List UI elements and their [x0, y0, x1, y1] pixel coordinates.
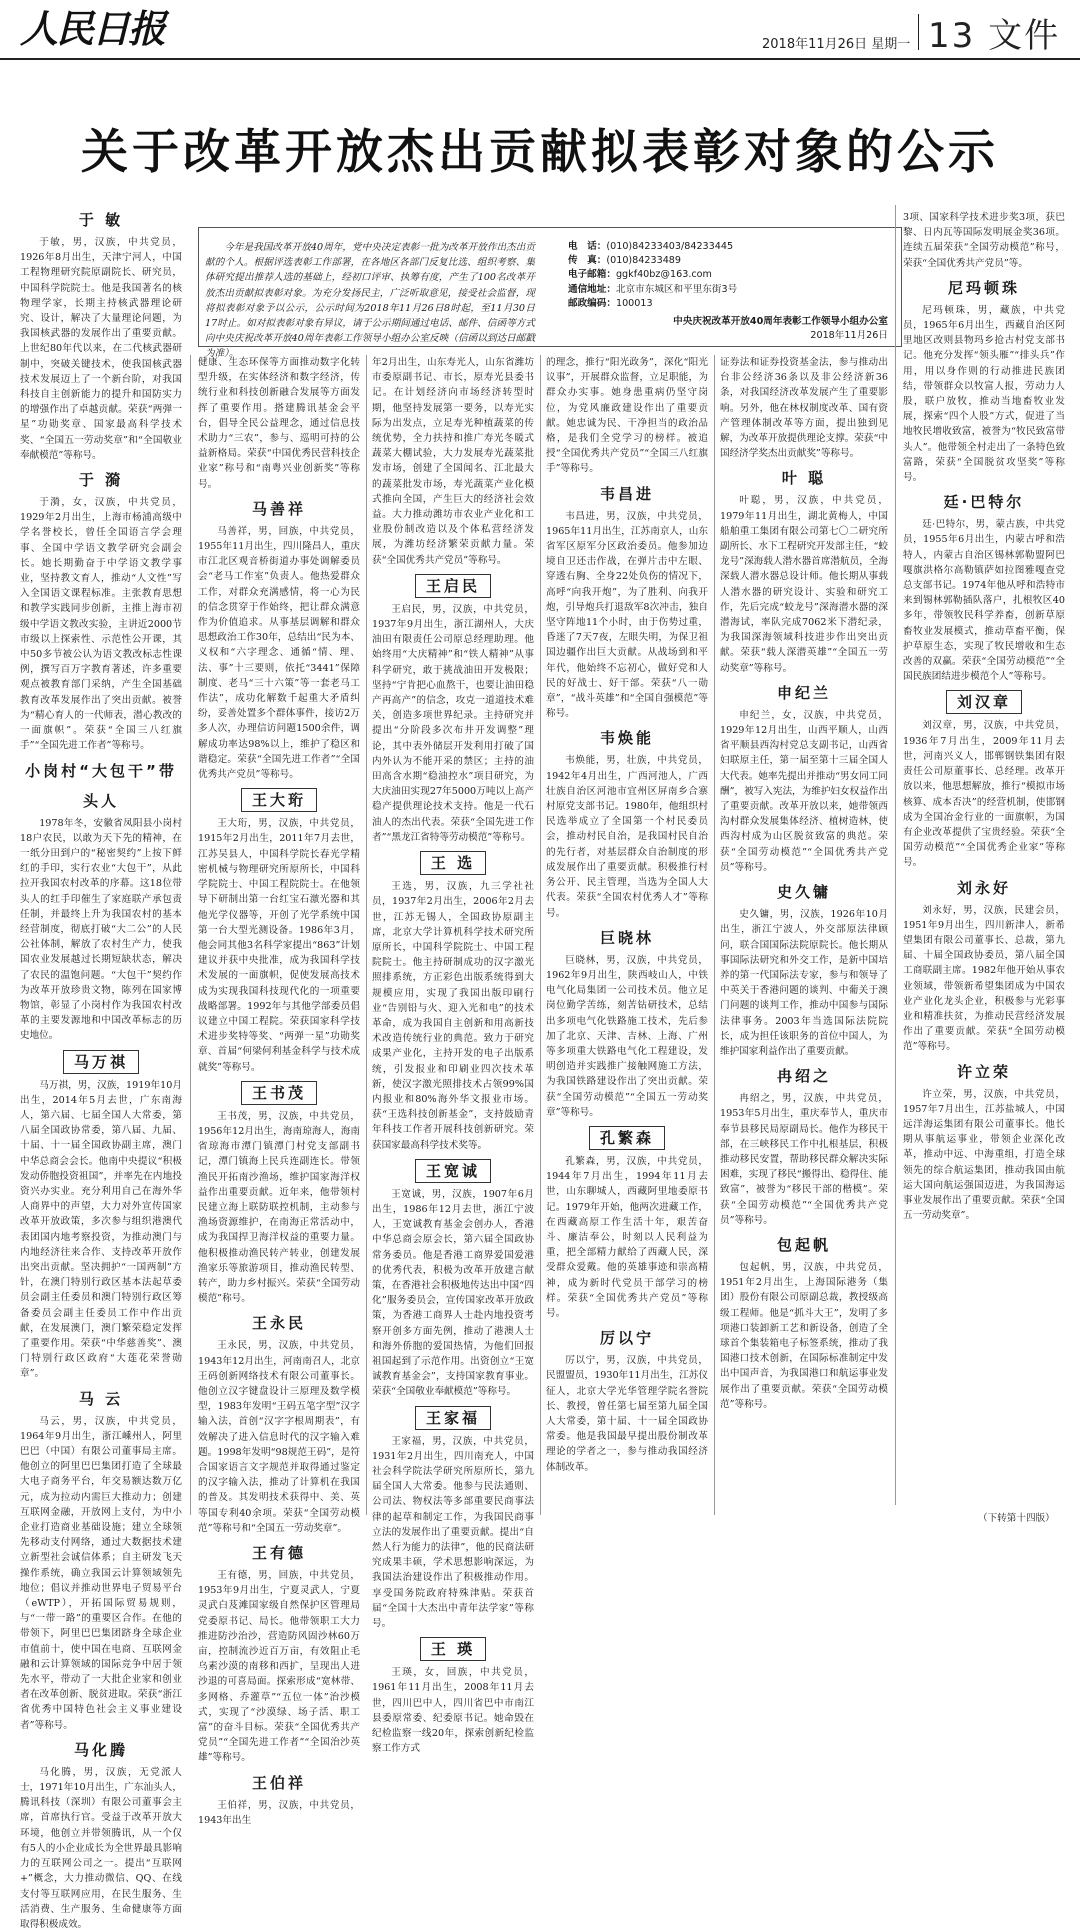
honoree-name: 马化腾: [73, 1740, 128, 1759]
honoree-bio: 健康、生态环保等方面推动数字化转型升级，在实体经济和数字经济，传统行业和科技创新融合发展等方面发挥了重要作用。搭建腾讯基金会平台，倡导全民公益理念，通过信息技术助力“三农”，参与、巡明可持的公益新格局。荣获“中国优秀民营科技企业家”称号和“南粤兴业创新奖”等称号。: [198, 357, 360, 490]
honoree-name: 王书茂: [198, 1077, 360, 1109]
contact-email: 电子邮箱：ggkf40bz@163.com: [568, 269, 712, 281]
notice-date: 2018年11月26日: [810, 330, 888, 342]
honoree-name: 小岗村“大包干”带头人: [25, 761, 177, 810]
column-rule: [714, 355, 715, 1515]
honoree-bio: 廷·巴特尔，男，蒙古族，中共党员，1955年6月出生，内蒙古呼和浩特人，内蒙古自治区锡林郭勒盟阿巴嘎旗洪格尔高勒镇萨如拉图雅嘎查党总支部书记。1974年他从呼和浩特市来到锡林郭勒插队落户，扎根牧区40多年，带领牧民科学养畜，创新草原畜牧业发展模式，推动草畜平衡，保护草原生态，实现了牧民增收和生态改善的双赢。荣获“全国劳动模范”“全国民族团结进步模范个人”等称号。: [903, 519, 1065, 683]
honoree-bio: 王瑛，女，回族，中共党员，1961年11月出生，2008年11月去世，四川巴中人，四川省巴中市南江县委原常委、纪委原书记。她命毁在纪检监察一线20年，探索创新纪检监察工作方式: [372, 1667, 534, 1755]
honoree-name: 于 漪: [78, 471, 124, 490]
honoree-bio: 王有德，男，回族，中共党员，1953年9月出生，宁夏灵武人，宁夏灵武白芨滩国家级自然保护区管理局党委原书记、局长。他带领职工大力推进防沙治沙，营造防风固沙林60万亩，控制流沙近百万亩，有效阻止毛乌素沙漠的南移和西扩，呈现出人进沙退的可喜局面。探索形成“宽林带、多网格、乔灌草”“五位一体”治沙模式，实现了“沙漠绿、场子活、职工富”的奋斗目标。荣获“全国优秀共产党员”“全国先进工作者”“全国治沙英雄”等称号。: [198, 1570, 360, 1764]
page-section: 13 文件: [928, 16, 1061, 56]
honoree-bio: 于漪，女，汉族，中共党员，1929年2月出生，上海市杨浦高级中学名誉校长，曾任全国语言学会理事、全国中学语文教学研究会副会长。她长期勤奋于中学语文教学事业，坚持教文育人，推动“人文性”写入全国语文课程标准。主张教育思想和教学实践同步创新，主推上海市初级中学语文教改实验，主讲近2000节市级以上探索性、示范性公开课，其中50多节被公认为语文教改标志性课例，撰写百万字教育著述，许多重要观点被教育部门采纳，产生全国基础教育改革发展作出了突出贡献。被誉为“精心育人的一代师表，潜心教改的一面旗帜”。荣获“全国三八红旗手”“全国先进工作者”等称号。: [20, 497, 182, 752]
honoree-bio: 韦焕能，男，壮族，中共党员，1942年4月出生，广西河池人，广西壮族自治区河池市宜州区屏南乡合寨村原党支部书记。1980年，他组织村民选举成立了全国第一个村民委员会，推动村民自治，是我国村民自治的先行者，对基层群众自治制度的形成发展作出了重要贡献。积极推行村务公开、民主管理，当选为全国人大代表。荣获“全国农村优秀人才”等称号。: [546, 755, 708, 919]
honoree-name: 于 敏: [78, 211, 124, 229]
text-column: [372, 355, 534, 1755]
honoree-name: 史久镛: [776, 883, 831, 902]
honoree-bio: 王宽诚，男，汉族，1907年6月出生，1986年12月去世，浙江宁波人，王宽诚教育基金会创办人，香港中华总商会原会长，第六届全国政协常务委员。他是香港工商界爱国爱港的优秀代表，积极为改革开放建言献策，在香港社会积极地传达出中国“四化”服务委员会，宣传国家改革开放政策，为香港工商界人士赴内地投资考察开创多方面先例，推动了港澳人士和海外侨胞的爱国热情，为他们回报祖国起到了示范作用。出资创立“王宽诚教育基金会”，支持国家教育事业。荣获“全国敬业奉献模范”等称号。: [372, 1188, 534, 1398]
notice-signature: 中央庆祝改革开放40周年表彰工作领导小组办公室: [673, 316, 888, 328]
honoree-name: 许立荣: [956, 1062, 1011, 1081]
contact-phone: 电 话：(010)84233403/84233445: [568, 241, 734, 252]
honoree-bio: 冉绍之，男，汉族，中共党员，1953年5月出生，重庆奉节人，重庆市奉节县移民局原副局长。他作为移民干部，在三峡移民工作中扎根基层，积极推动移民安置，帮助移民群众解决实际困难，实现了移民“搬得出、稳得住、能致富”，被誉为“移民干部的楷模”。荣获“全国劳动模范”“全国优秀共产党员”等称号。: [720, 1093, 888, 1226]
honoree-bio: 包起帆，男，汉族，中共党员，1951年2月出生，上海国际港务（集团）股份有限公司原副总裁，教授级高级工程师。他是“抓斗大王”，发明了多项港口装卸新工艺和新设备，创造了全球首个集装箱电子标签系统，推动了我国港口技术创新，在国际标准制定中发出中国声音，为我国港口和航运事业发展作出了重要贡献。荣获“全国劳动模范”等称号。: [720, 1261, 888, 1410]
honoree-name: 廷·巴特尔: [943, 493, 1025, 512]
honoree-name: 王启民: [372, 570, 534, 602]
text-column: [20, 205, 182, 1930]
honoree-name: 包起帆: [776, 1235, 831, 1254]
honoree-bio: 1978年冬，安徽省凤阳县小岗村18户农民，以敢为天下先的精神，在一纸分田到户的“秘密契约”上按下鲜红的手印，实行农业“大包干”，从此拉开我国农村改革的序幕。这18位带头人的红手印催生了家庭联产承包责任制，并最终上升为我国农村的基本经营制度，彻底打破“大二公”的人民公社体制，解放了农村生产力，使我国农业发展越过长期短缺状态，解决了农民的温饱问题。“大包干”契约作为改革开放珍贵文物，陈列在国家博物馆，彰显了小岗村作为我国农村改革的主要发源地和中国改革标志的历史地位。: [20, 817, 182, 1042]
honoree-name: 王 选: [372, 847, 534, 879]
honoree-name: 马万祺: [20, 1046, 182, 1078]
honoree-name: 王有德: [251, 1544, 306, 1563]
text-column: [720, 355, 888, 1520]
column-rule: [540, 355, 541, 1515]
honoree-bio: 刘汉章，男，汉族，中共党员，1936年7月出生，2009年11月去世，河南兴义人，邯郸钢铁集团有限责任公司原董事长、总经理。改革开放以来，他思想解放，推行“模拟市场核算、成本否决”的经营机制，使邯钢成为全国冶金行业的一面旗帜，为国有企业改革提供了宝贵经验。荣获“全国劳动模范”“全国优秀企业家”等称号。: [903, 720, 1065, 869]
honoree-bio: 刘永好，男，汉族，民建会员，1951年9月出生，四川新津人，新希望集团有限公司董事长、总裁，第九届、十届全国政协委员，第八届全国工商联副主席。1982年他开始从事农业领域，带领新希望集团成为中国农业产业化龙头企业，积极参与光彩事业和精准扶贫，为推动民营经济发展作出了重要贡献。荣获“全国劳动模范”等称号。: [903, 904, 1065, 1053]
continued-note: （下转第十四版）: [978, 1513, 1055, 1524]
honoree-bio: 王家福，男，汉族，中共党员，1931年2月出生，四川南充人，中国社会科学院法学研究所原所长，第九届全国人大常委。他参与民法通则、公司法、物权法等多部重要民商事法律的起草和制定工作，为我国民商事立法的发展作出了重要贡献。提出“自然人行为能力的法律”，他的民商法研究成果丰硕，学术思想影响深远，为我国法治建设作出了积极推动作用。享受国务院政府特殊津贴。荣获首届“全国十大杰出中青年法学家”等称号。: [372, 1435, 534, 1630]
column-rule: [190, 355, 191, 1515]
contact-info: [568, 240, 888, 343]
honoree-name: 韦昌进: [599, 484, 654, 503]
page-title: 关于改革开放杰出贡献拟表彰对象的公示: [81, 125, 999, 180]
honoree-bio: 的理念，推行“阳光政务”，深化“阳光议事”，开展群众监督，立足职能，为群众办实事。她身患重病仍坚守岗位，为党风廉政建设作出了重要贡献。她忠诚为民、干净担当的政治品格，是我们全党学习的榜样。被追授“全国优秀共产党员”“全国三八红旗手”等称号。: [546, 357, 708, 475]
notice-intro: [205, 240, 535, 362]
honoree-name: 马善祥: [251, 499, 306, 518]
contact-fax: 传 真：(010)84233489: [568, 255, 682, 267]
notice-intro-text: 今年是我国改革开放40周年，党中央决定表彰一批为改革开放作出杰出贡献的个人。根据评选表彰工作部署，在各地区各部门反复比选、组织考察、集体研究提出推荐人选的基础上，经初口评审、执筹有度，产生了100名改革开放杰出贡献拟表彰对象。为充分发扬民主，广泛听取意见，接受社会监督，现将拟表彰对象予以公示，公示时间为2018年11月26日8时起，至11月30日17时止。如对拟表彰对象有异议，请于公示期间通过电话、邮件、信函等方式向中央庆祝改革开放40周年表彰工作领导小组办公室反映（信函以到达日邮戳为准）。: [205, 242, 535, 360]
honoree-name: 王家福: [372, 1402, 534, 1434]
honoree-name: 王大珩: [198, 784, 360, 816]
issue-date: 2018年11月26日 星期一: [762, 37, 911, 52]
honoree-name: 叶 聪: [781, 469, 827, 488]
honoree-bio: 厉以宁，男，汉族，中共党员，民盟盟员，1930年11月出生，江苏仪征人，北京大学光华管理学院名誉院长、教授，曾任第七届至第九届全国人大常委，第十届、十一届全国政协常委。他是我国最早提出股份制改革理论的学者之一，参与推动我国经济体制改革。: [546, 1355, 708, 1473]
honoree-bio: 王伯祥，男，汉族，中共党员，1943年出生: [198, 1799, 360, 1826]
masthead: [0, 0, 1080, 60]
honoree-bio: 王启民，男，汉族，中共党员，1937年9月出生，浙江湖州人，大庆油田有限责任公司原总经理助理。他始终用“大庆精神”和“铁人精神”从事科学研究，敢于挑战油田开发极限；坚持“宁肯把心血熬干，也要让油田稳产再高产”的信念，攻克一道道技术难关，创造多项世界纪录。主持研究并提出“分阶段多次布井开发调整”理论，其中表外储层开发利用打破了国内外认为不能开采的禁区；主持的油田高含水期“稳油控水”项目研究，为大庆油田实现27年5000万吨以上高产稳产提供理论技术支持。他是一代石油人的杰出代表。荣获“全国先进工作者”“黑龙江省特等劳动模范”等称号。: [372, 603, 534, 843]
text-column: [198, 355, 360, 1826]
honoree-bio: 年2月出生，山东寿光人，山东省潍坊市委原副书记、市长，原寿光县委书记。在计划经济向市场经济转型时期，他坚持发展第一要务，以寿光实际为出发点，立足寿光种植蔬菜的传统优势，全力扶持和推广寿光冬暖式蔬菜大棚试验，大力发展寿光蔬菜批发市场，创建了全国闻名、江北最大的蔬菜批发市场，寿光蔬菜产业化模式推向全国，产生巨大的经济社会效益。大力推动潍坊市农业产业化和工业股份制改造以及个体私营经济发展，为潍坊经济繁荣贡献力量。荣获“全国优秀共产党员”等称号。: [372, 357, 534, 566]
text-column: [546, 355, 708, 1520]
honoree-bio: 马化腾，男，汉族，无党派人士，1971年10月出生，广东汕头人，腾讯科技（深圳）有限公司董事会主席，首席执行官。受益于改革开放大环境，他创立并带领腾讯，从一个仅有5人的小企业成长为全世界最具影响力的互联网公司之一。提出“互联网+”概念，大力推动微信、QQ、在线支付等互联网应用，在民生服务、生活消费、生产服务、生命健康等方面取得积极成效。: [20, 1766, 182, 1930]
honoree-bio: 尼玛顿珠，男，藏族，中共党员，1965年6月出生，西藏自治区阿里地区改则县物玛乡抢古村党支部书记。他充分发挥“领头雁”“排头兵”作用，用以身作则的行动推进民族团结，带领群众以牧富人报，劳动力人股，联户放牧，推动当地畜牧业发展，探索“四个人股”方式，促进了当地牧民增收致富，被誉为“牧民致富带头人”。他带领全村走出了一条特色致富路，荣获“全国脱贫攻坚奖”等称号。: [903, 304, 1065, 484]
honoree-name: 刘汉章: [903, 686, 1065, 718]
column-rule: [366, 355, 367, 1515]
honoree-name: 冉绍之: [776, 1067, 831, 1086]
honoree-bio: 王选，男，汉族，九三学社社员，1937年2月出生，2006年2月去世，江苏无锡人，全国政协原副主席，北京大学计算机科学技术研究所原所长，中国科学院院士、中国工程院院士。他主持研制成功的汉字激光照排系统，方正彩色出版系统得到大规模应用，实现了我国出版印刷行业“告别铅与火、迎入光和电”的技术革命，成为我国自主创新和用高新技术改造传统行业的典范。致力于研究成果产业化，主持开发的电子出版系统，引发报业和印刷业四次技术革新，使汉字激光照排技术占领99%国内报业和80%海外华文报业市场。获“王选科技创新基金”，支持鼓励青年科技工作者开展科技创新研究。荣获国家最高科学技术奖等。: [372, 881, 534, 1151]
honoree-bio: 马云，男，汉族，中共党员，1964年9月出生，浙江嵊州人，阿里巴巴（中国）有限公司董事局主席。他创立的阿里巴巴集团打造了全球最大电子商务平台，年交易额达数万亿元，成为拉动内需巨大推动力；创建互联网金融，开放网上支付，为中小企业打造商业基础设施；建立全球领先移动支付网络，通过大数据技术建立新型社会诚信体系；自主研发飞天操作系统，确立我国云计算领域领先地位；倡议并推动世界电子贸易平台（eWTP），开拓国际贸易规则，与“一带一路”的重要区合作。在他的带领下，阿里巴巴集团跻身全球企业市值前十，使中国在电商、互联网金融和云计算领域的国际竞争中居于领先水平，带动了一大批企业家和创业者在改革创新、脱贫进取。荣获“浙江省优秀中国特色社会主义事业建设者”等称号。: [20, 1415, 182, 1731]
honoree-bio: 申纪兰，女，汉族，中共党员，1929年12月出生，山西平顺人，山西省平顺县西沟村党总支副书记，山西省妇联原主任，第一届至第十三届全国人大代表。她率先提出并推动“男女同工同酬”，被写入宪法，为维护妇女权益作出了重要贡献。改革开放以来，她带领西沟村群众发展集体经济、植树造林，使西沟村成为山区脱贫致富的典范。荣获“全国劳动模范”“全国优秀共产党员”等称号。: [720, 709, 888, 873]
honoree-bio: 史久镛，男，汉族，1926年10月出生，浙江宁波人，外交部原法律顾问，联合国国际法院原院长。他长期从事国际法研究和外交工作，是新中国培养的第一代国际法专家，参与和领导了中英关于香港问题的谈判、中葡关于澳门问题的谈判工作，推动中国参与国际法律事务。2003年当选国际法院院长，成为担任该职务的首位中国人，为维护国家利益作出了重要贡献。: [720, 909, 888, 1057]
newspaper-logo: 人民日报: [20, 6, 165, 51]
honoree-bio: 马万祺，男，汉族，1919年10月出生，2014年5月去世，广东南海人，第六届、七届全国人大常委，第八届全国政协常委，第八届、九届、十届、十一届全国政协副主席，澳门中华总商会会长。他南中央提议“积极发动侨胞投资祖国”，并率先在内地投资兴办实业。充分利用自己在海外华人商界中的声望，大力对外宣传国家改革开放政策，多次参与组织港澳代表团国内地考察投资，为推动澳门与内地经济往来合作、支持改革开放作出突出贡献。坚决拥护“一国两制”方针，在澳门特别行政区基本法起草委员会副主任委员和澳门特别行政区筹备委员会副主任委员工作中作出贡献，在发展澳门，澳门繁荣稳定发挥了重要作用。荣获“中华慈善奖”、澳门特别行政区政府“大莲花荣誉勋章”。: [20, 1079, 182, 1380]
honoree-name: 申纪兰: [776, 683, 831, 702]
honoree-name: 巨晓林: [599, 928, 654, 947]
honoree-name: 尼玛顿珠: [947, 278, 1020, 297]
honoree-bio: 许立荣，男，汉族，中共党员，1957年7月出生，江苏盐城人，中国远洋海运集团有限公司董事长。他长期从事航运事业，带领企业深化改革，推动中远、中海重组，打造全球领先的综合航运集团，推动我国由航运大国向航运强国迈进，为我国海运事业发展作出了重要贡献。荣获“全国五一劳动奖章”。: [903, 1088, 1065, 1222]
column-rule: [895, 205, 896, 1505]
honoree-bio: 王书茂，男，汉族，中共党员，1956年12月出生，海南琼海人，海南省琼海市潭门镇潭门村党支部副书记，潭门镇海上民兵连副连长。带领渔民开拓南沙渔场，维护国家海洋权益作出重要贡献。近年来，他带领村民建立海上联防联控机制，主动参与渔场资源维护，在南海正常活动中，成为我国捍卫海洋权益的重要力量。他积极推动渔民转产转业，创建发展渔家乐等旅游项目，推动渔民转型、转产，助力乡村振兴。荣获“全国劳动模范”称号。: [198, 1110, 360, 1305]
honoree-name: 王伯祥: [251, 1773, 306, 1792]
text-column: [903, 210, 1065, 1505]
honoree-name: 王永民: [251, 1314, 306, 1333]
honoree-bio: 马善祥，男，回族，中共党员，1955年11月出生，四川隆昌人，重庆市江北区观音桥街道办事处调解委员会“老马工作室”负责人。他热爱群众工作，对群众充满感情，将一心为民的信念贯穿于作始终，把让群众满意作为价值追求。从事基层调解和群众思想政治工作30年，总结出“民为本、义权和“六字理念、通循“情、理、法、事”十三要则，依托“3441”保障制度、老马“三十六策”等一套老马工作法”，成功化解数千起重大矛盾纠纷，妥善处置多个群体事件，接访2万多人次，办理信访问题1500余件，调解成功率达98%以上，维护了稳区和谐稳定。荣获“全国先进工作者”“全国优秀共产党员”等称号。: [198, 525, 360, 781]
honoree-bio: 叶聪，男，汉族，中共党员，1979年11月出生，湖北黄梅人，中国船舶重工集团有限公司第七〇二研究所副所长、水下工程研究开发部主任，“蛟龙号”深海载人潜水器首席潜航员，全海深载人潜水器总设计师。他长期从事载人潜水器的研究设计、实验和研究工作，先后完成“蛟龙号”深海潜水器的深潜海试，率队完成7062米下潜纪录，为我国深海领域科技进步作出突出贡献。荣获“载人深潜英雄”“全国五一劳动奖章”等称号。: [720, 495, 888, 674]
honoree-bio: 孔繁森，男，汉族，中共党员，1944年7月出生，1994年11月去世，山东聊城人，西藏阿里地委原书记。1979年开始，他两次进藏工作，在西藏高原工作生活十年，艰苦奋斗、廉洁奉公，时刻以人民利益为重，把全部精力献给了西藏人民，深受群众爱戴。他的英雄事迹和崇高精神，成为新时代党员干部学习的榜样。荣获“全国优秀共产党员”等称号。: [546, 1155, 708, 1319]
honoree-name: 刘永好: [956, 878, 1011, 897]
honoree-name: 厉以宁: [599, 1329, 654, 1348]
honoree-bio: 3项、国家科学技术进步奖3项，获巴黎、日内瓦等国际发明展金奖36项。连续五届荣获“全国劳动模范”称号，荣获“全国优秀共产党员”等。: [903, 212, 1065, 269]
honoree-name: 孔繁森: [546, 1122, 708, 1154]
honoree-bio: 巨晓林，男，汉族，中共党员，1962年9月出生，陕西岐山人，中铁电气化局集团一公司技术员。他立足岗位勤学苦练，刻苦钻研技术，总结出多项电气化铁路施工技术，先后参加了北京、天津、吉林、上海、广州等多项重大铁路电气化工程建设，发明创造并实践推广接触网施工方法，为我国铁路建设作出了突出贡献。荣获“全国劳动模范”“全国五一劳动奖章”等称号。: [546, 954, 708, 1118]
honoree-bio: 证券法和证券投资基金法，参与推动出台非公经济36条以及非公经济新36条，对我国经济改革发展产生了重要影响。另外，他在林权制度改革、国有资产管理体制改革等方面，提出独到见解，为改革开放提供理论支撑。荣获“中国经济学奖杰出贡献奖”等称号。: [720, 357, 888, 460]
honoree-bio: 王永民，男，汉族，中共党员，1943年12月出生，河南南召人，北京王码创新网络技术有限公司董事长。他创立汉字键盘设计三原理及数学模型，1983年发明“王码五笔字型”汉字输入法，首创“汉字字根周期表”，有效解决了进入信息时代的汉字输入难题。1998年发明“98规范王码”，是符合国家语言文字规范并取得通过鉴定的汉字输入法，推动了计算机在我国的普及。其发明技术获得中、美、英等国专利40余项。荣获“全国劳动模范”等称号和“全国五一劳动奖章”。: [198, 1340, 360, 1534]
honoree-bio: 王大珩，男，汉族，中共党员，1915年2月出生，2011年7月去世，江苏吴县人，中国科学院长春光学精密机械与物理研究所原所长，中国科学院院士、中国工程院院士。在他领导下研制出第一台红宝石激光器和其他光学仪器等，开创了光学系统中国第一台大型光测设备。1986年3月，他会同其他3名科学家提出“863”计划建议并获中央批准，成为我国科学技术发展的一面旗帜，促使发展高技术成为实现我国科技现代化的一项重要战略部署。1992年与其他学部委员倡议建立中国工程院。荣获国家科学技术进步奖特等奖、“两弹一星”功勋奖章、首届“何梁何利基金科学与技术成就奖”等称号。: [198, 818, 360, 1073]
contact-zip: 邮政编码：100013: [568, 297, 653, 309]
honoree-name: 韦焕能: [599, 729, 654, 748]
honoree-name: 马 云: [78, 1389, 124, 1408]
contact-address: 通信地址：北京市东城区和平里东街3号: [568, 283, 738, 295]
masthead-divider: [918, 14, 919, 50]
honoree-bio: 韦昌进，男，汉族，中共党员，1965年11月出生，江苏南京人，山东省军区原军分区政治委员。他参加边境自卫还击作战，在弹片击中左眼、穿透右胸、全身22处负伤的情况下，高呼“向我开炮”，为了胜利、向我开炮，引导炮兵打退敌军8次冲击，独自坚守阵地11个小时，由于伤势过重，昏迷了7天7夜，左眼失明，为保卫祖国边疆作出巨大贡献。从战场到和平年代，他始终不忘初心，做好党和人民的好战士、好干部。荣获“八一勋章”，“战斗英雄”和“全国自强模范”等称号。: [546, 510, 708, 720]
honoree-name: 王 瑛: [372, 1633, 534, 1665]
honoree-bio: 于敏，男，汉族，中共党员，1926年8月出生，天津宁河人，中国工程物理研究院原副院长、研究员，中国科学院院士。他是我国著名的核物理学家，长期主持核武器理论研究、设计，解决了大量理论问题，为我国核武器的发展作出了重要贡献。上世纪80年代以来，在二代核武器研制中，突破关键技术，使我国核武器技术发展迈上了一个新台阶，对我国科技自主创新能力的提升和国防实力的增强作出了卓越贡献。荣获“两弹一星”功勋奖章、国家最高科学技术奖、“全国五一劳动奖章”和“全国敬业奉献模范”等称号。: [20, 237, 182, 461]
honoree-name: 王宽诚: [372, 1155, 534, 1187]
